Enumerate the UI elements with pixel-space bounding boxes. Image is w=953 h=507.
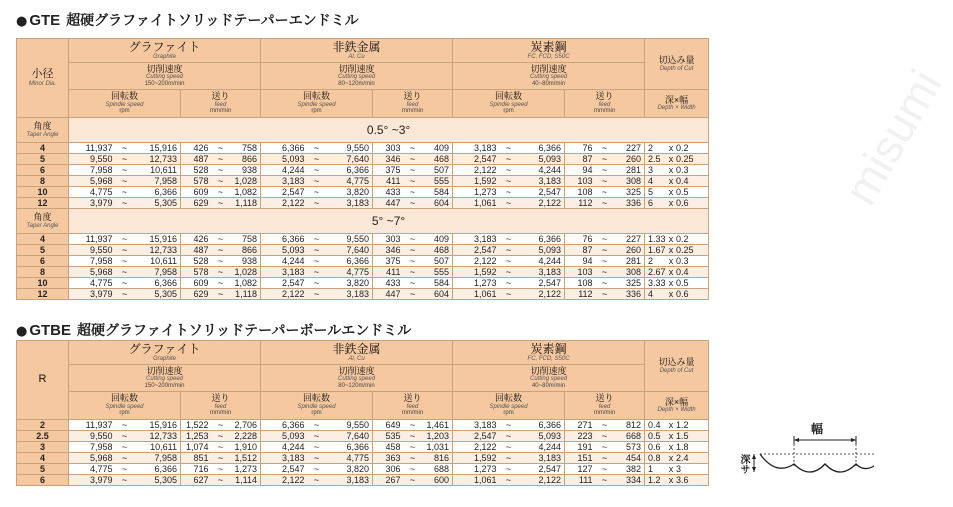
table-row	[17, 278, 709, 289]
feed-range-carbon-steel: 127 ~ 382	[565, 464, 645, 475]
feed-header: 送り feed mm/min	[373, 392, 453, 420]
rpm-range-graphite: 9,550 ~ 12,733	[69, 245, 181, 256]
feed-range-nonferrous: 458 ~ 1,031	[373, 442, 453, 453]
feed-range-graphite: 528 ~ 938	[181, 256, 261, 267]
table-row	[17, 289, 709, 300]
depth-width-value: 4 x 0.6	[645, 289, 709, 300]
rpm-range-nonferrous: 2,122 ~ 3,183	[261, 198, 373, 209]
depth-width-value: 3.33 x 0.5	[645, 278, 709, 289]
material-nonferrous-header: 非鉄金属 Al, Cu	[261, 341, 453, 365]
depth-of-cut-header: 切込み量 Depth of Cut	[645, 341, 709, 392]
rpm-range-carbon-steel: 2,547 ~ 5,093	[453, 431, 565, 442]
table-row	[17, 442, 709, 453]
feed-range-graphite: 627 ~ 1,114	[181, 475, 261, 486]
feed-range-nonferrous: 375 ~ 507	[373, 165, 453, 176]
row-size: 6	[17, 165, 69, 176]
rpm-range-graphite: 5,968 ~ 7,958	[69, 176, 181, 187]
feed-range-carbon-steel: 108 ~ 325	[565, 278, 645, 289]
feed-range-nonferrous: 447 ~ 604	[373, 198, 453, 209]
feed-range-graphite: 851 ~ 1,512	[181, 453, 261, 464]
feed-range-carbon-steel: 103 ~ 308	[565, 267, 645, 278]
unit-header-row	[17, 392, 709, 420]
rpm-range-carbon-steel: 3,183 ~ 6,366	[453, 143, 565, 154]
rpm-range-nonferrous: 6,366 ~ 9,550	[261, 234, 373, 245]
depth-width-value: 3 x 0.3	[645, 165, 709, 176]
feed-range-carbon-steel: 191 ~ 573	[565, 442, 645, 453]
rpm-range-carbon-steel: 2,547 ~ 5,093	[453, 245, 565, 256]
cutting-speed-carbon-steel: 切削速度 Cutting speed 40~80m/min	[453, 63, 645, 90]
rpm-range-graphite: 5,968 ~ 7,958	[69, 267, 181, 278]
feed-range-nonferrous: 433 ~ 584	[373, 278, 453, 289]
row-size: 4	[17, 234, 69, 245]
row-size: 5	[17, 245, 69, 256]
rpm-range-nonferrous: 6,366 ~ 9,550	[261, 420, 373, 431]
feed-range-nonferrous: 411 ~ 555	[373, 176, 453, 187]
rpm-range-graphite: 11,937 ~ 15,916	[69, 234, 181, 245]
feed-header: 送り feed mm/min	[565, 392, 645, 420]
feed-range-carbon-steel: 271 ~ 812	[565, 420, 645, 431]
depth-width-value: 1 x 3	[645, 464, 709, 475]
feed-range-graphite: 1,074 ~ 1,910	[181, 442, 261, 453]
rpm-range-graphite: 7,958 ~ 10,611	[69, 165, 181, 176]
row-size: 2.5	[17, 431, 69, 442]
depth-width-value: 1.67 x 0.25	[645, 245, 709, 256]
rpm-range-nonferrous: 3,183 ~ 4,775	[261, 176, 373, 187]
depth-width-diagram	[736, 414, 876, 494]
row-size: 4	[17, 143, 69, 154]
rpm-range-nonferrous: 5,093 ~ 7,640	[261, 245, 373, 256]
rpm-range-carbon-steel: 2,122 ~ 4,244	[453, 165, 565, 176]
feed-range-graphite: 609 ~ 1,082	[181, 187, 261, 198]
feed-range-carbon-steel: 111 ~ 334	[565, 475, 645, 486]
gte-spec-table	[16, 38, 709, 300]
feed-range-graphite: 578 ~ 1,028	[181, 176, 261, 187]
depth-width-value: 1.33 x 0.2	[645, 234, 709, 245]
feed-range-graphite: 487 ~ 866	[181, 245, 261, 256]
rpm-range-nonferrous: 4,244 ~ 6,366	[261, 256, 373, 267]
rpm-range-carbon-steel: 1,061 ~ 2,122	[453, 289, 565, 300]
taper-angle-header: 角度 Taper Angle	[17, 118, 69, 143]
row-size: 4	[17, 453, 69, 464]
rpm-range-carbon-steel: 1,592 ~ 3,183	[453, 453, 565, 464]
rpm-header: 回転数 Spindle speed rpm	[453, 392, 565, 420]
material-carbon-steel-header: 炭素鋼 FC, FCD, S50C	[453, 341, 645, 365]
rpm-range-nonferrous: 4,244 ~ 6,366	[261, 442, 373, 453]
feed-range-carbon-steel: 151 ~ 454	[565, 453, 645, 464]
table-row	[17, 165, 709, 176]
feed-range-carbon-steel: 103 ~ 308	[565, 176, 645, 187]
feed-range-carbon-steel: 87 ~ 260	[565, 245, 645, 256]
row-size: 6	[17, 256, 69, 267]
table-row	[17, 464, 709, 475]
depth-label: 深サ	[738, 454, 749, 474]
cutting-speed-graphite: 切削速度 Cutting speed 150~200m/min	[69, 365, 261, 392]
feed-range-carbon-steel: 76 ~ 227	[565, 143, 645, 154]
feed-range-nonferrous: 303 ~ 409	[373, 143, 453, 154]
cutting-speed-nonferrous: 切削速度 Cutting speed 80~120m/min	[261, 63, 453, 90]
rpm-range-carbon-steel: 1,592 ~ 3,183	[453, 176, 565, 187]
row-size: 8	[17, 176, 69, 187]
gtbe-spec-table	[16, 340, 709, 486]
rpm-range-nonferrous: 2,547 ~ 3,820	[261, 278, 373, 289]
rpm-range-carbon-steel: 2,122 ~ 4,244	[453, 256, 565, 267]
gte-section-title: ● GTE 超硬グラファイトソリッドテーパーエンドミル	[16, 12, 359, 29]
feed-range-graphite: 1,253 ~ 2,228	[181, 431, 261, 442]
feed-header: 送り feed mm/min	[565, 90, 645, 118]
depth-width-header: 深×幅 Depth × Width	[645, 392, 709, 420]
table-row	[17, 176, 709, 187]
table-row	[17, 256, 709, 267]
feed-range-carbon-steel: 112 ~ 336	[565, 198, 645, 209]
cutting-speed-graphite: 切削速度 Cutting speed 150~200m/min	[69, 63, 261, 90]
rpm-range-nonferrous: 3,183 ~ 4,775	[261, 453, 373, 464]
feed-range-nonferrous: 375 ~ 507	[373, 256, 453, 267]
row-size: 10	[17, 187, 69, 198]
rpm-range-graphite: 11,937 ~ 15,916	[69, 143, 181, 154]
rpm-header: 回転数 Spindle speed rpm	[261, 90, 373, 118]
depth-width-value: 2 x 0.3	[645, 256, 709, 267]
feed-range-nonferrous: 649 ~ 1,461	[373, 420, 453, 431]
depth-width-value: 0.8 x 2.4	[645, 453, 709, 464]
depth-width-value: 0.4 x 1.2	[645, 420, 709, 431]
material-graphite-header: グラファイト Graphite	[69, 39, 261, 63]
feed-range-carbon-steel: 108 ~ 325	[565, 187, 645, 198]
feed-range-graphite: 629 ~ 1,118	[181, 198, 261, 209]
rpm-range-nonferrous: 2,547 ~ 3,820	[261, 187, 373, 198]
feed-range-graphite: 487 ~ 866	[181, 154, 261, 165]
feed-range-nonferrous: 346 ~ 468	[373, 154, 453, 165]
feed-range-nonferrous: 306 ~ 688	[373, 464, 453, 475]
gtbe-product-name: 超硬グラファイトソリッドテーパーボールエンドミル	[77, 323, 412, 339]
feed-range-nonferrous: 303 ~ 409	[373, 234, 453, 245]
table-row	[17, 187, 709, 198]
row-size: 3	[17, 442, 69, 453]
cutting-speed-nonferrous: 切削速度 Cutting speed 80~120m/min	[261, 365, 453, 392]
rpm-header: 回転数 Spindle speed rpm	[453, 90, 565, 118]
feed-range-nonferrous: 346 ~ 468	[373, 245, 453, 256]
feed-header: 送り feed mm/min	[373, 90, 453, 118]
taper-angle-range-1: 0.5° ~3°	[69, 118, 709, 143]
table-row	[17, 143, 709, 154]
depth-width-value: 0.6 x 1.8	[645, 442, 709, 453]
feed-range-graphite: 609 ~ 1,082	[181, 278, 261, 289]
feed-range-graphite: 1,522 ~ 2,706	[181, 420, 261, 431]
table-row	[17, 245, 709, 256]
rpm-range-graphite: 9,550 ~ 12,733	[69, 154, 181, 165]
row-size: 5	[17, 464, 69, 475]
unit-header-row	[17, 90, 709, 118]
depth-width-value: 5 x 0.5	[645, 187, 709, 198]
rpm-range-carbon-steel: 1,592 ~ 3,183	[453, 267, 565, 278]
row-size: 12	[17, 198, 69, 209]
material-graphite-header: グラファイト Graphite	[69, 341, 261, 365]
feed-range-carbon-steel: 94 ~ 281	[565, 256, 645, 267]
feed-header: 送り feed mm/min	[181, 392, 261, 420]
rpm-header: 回転数 Spindle speed rpm	[261, 392, 373, 420]
depth-of-cut-header: 切込み量 Depth of Cut	[645, 39, 709, 90]
rpm-header: 回転数 Spindle speed rpm	[69, 90, 181, 118]
rpm-range-nonferrous: 3,183 ~ 4,775	[261, 267, 373, 278]
depth-width-value: 2 x 0.2	[645, 143, 709, 154]
table-row	[17, 154, 709, 165]
feed-range-graphite: 716 ~ 1,273	[181, 464, 261, 475]
rpm-range-graphite: 7,958 ~ 10,611	[69, 442, 181, 453]
feed-range-graphite: 426 ~ 758	[181, 234, 261, 245]
depth-width-value: 6 x 0.6	[645, 198, 709, 209]
material-nonferrous-header: 非鉄金属 Al, Cu	[261, 39, 453, 63]
rpm-range-nonferrous: 2,122 ~ 3,183	[261, 475, 373, 486]
row-size: 12	[17, 289, 69, 300]
rpm-range-graphite: 3,979 ~ 5,305	[69, 198, 181, 209]
feed-range-graphite: 578 ~ 1,028	[181, 267, 261, 278]
depth-width-value: 4 x 0.4	[645, 176, 709, 187]
table-row	[17, 234, 709, 245]
taper-angle-range-2: 5° ~7°	[69, 209, 709, 234]
rpm-range-graphite: 7,958 ~ 10,611	[69, 256, 181, 267]
rpm-range-carbon-steel: 1,273 ~ 2,547	[453, 187, 565, 198]
rpm-range-nonferrous: 2,122 ~ 3,183	[261, 289, 373, 300]
rpm-range-nonferrous: 5,093 ~ 7,640	[261, 154, 373, 165]
gte-product-code: GTE	[29, 12, 61, 29]
rpm-range-nonferrous: 4,244 ~ 6,366	[261, 165, 373, 176]
feed-range-carbon-steel: 94 ~ 281	[565, 165, 645, 176]
feed-range-nonferrous: 267 ~ 600	[373, 475, 453, 486]
depth-width-value: 1.2 x 3.6	[645, 475, 709, 486]
rpm-header: 回転数 Spindle speed rpm	[69, 392, 181, 420]
r-header: R	[17, 341, 69, 420]
row-size: 2	[17, 420, 69, 431]
gtbe-section-title: ● GTBE 超硬グラファイトソリッドテーパーボールエンドミル	[16, 322, 412, 339]
row-size: 5	[17, 154, 69, 165]
feed-range-graphite: 629 ~ 1,118	[181, 289, 261, 300]
rpm-range-carbon-steel: 3,183 ~ 6,366	[453, 420, 565, 431]
rpm-range-carbon-steel: 1,273 ~ 2,547	[453, 278, 565, 289]
rpm-range-graphite: 9,550 ~ 12,733	[69, 431, 181, 442]
watermark: misumi	[833, 60, 952, 214]
feed-range-graphite: 528 ~ 938	[181, 165, 261, 176]
feed-range-carbon-steel: 87 ~ 260	[565, 154, 645, 165]
feed-range-nonferrous: 411 ~ 555	[373, 267, 453, 278]
cutting-speed-carbon-steel: 切削速度 Cutting speed 40~80m/min	[453, 365, 645, 392]
row-size: 8	[17, 267, 69, 278]
feed-range-nonferrous: 433 ~ 584	[373, 187, 453, 198]
rpm-range-nonferrous: 2,547 ~ 3,820	[261, 464, 373, 475]
table-row	[17, 420, 709, 431]
rpm-range-nonferrous: 5,093 ~ 7,640	[261, 431, 373, 442]
feed-range-carbon-steel: 112 ~ 336	[565, 289, 645, 300]
rpm-range-graphite: 4,775 ~ 6,366	[69, 464, 181, 475]
rpm-range-graphite: 3,979 ~ 5,305	[69, 475, 181, 486]
taper-angle-header: 角度 Taper Angle	[17, 209, 69, 234]
table-row	[17, 475, 709, 486]
depth-width-value: 2.5 x 0.25	[645, 154, 709, 165]
width-label: 幅	[811, 422, 824, 436]
rpm-range-carbon-steel: 2,547 ~ 5,093	[453, 154, 565, 165]
rpm-range-graphite: 4,775 ~ 6,366	[69, 278, 181, 289]
gtbe-product-code: GTBE	[29, 322, 72, 339]
table-row	[17, 198, 709, 209]
rpm-range-carbon-steel: 2,122 ~ 4,244	[453, 442, 565, 453]
depth-width-value: 0.5 x 1.5	[645, 431, 709, 442]
feed-range-carbon-steel: 223 ~ 668	[565, 431, 645, 442]
table-row	[17, 267, 709, 278]
rpm-range-graphite: 5,968 ~ 7,958	[69, 453, 181, 464]
feed-range-graphite: 426 ~ 758	[181, 143, 261, 154]
rpm-range-carbon-steel: 1,061 ~ 2,122	[453, 475, 565, 486]
rpm-range-graphite: 3,979 ~ 5,305	[69, 289, 181, 300]
gte-product-name: 超硬グラファイトソリッドテーパーエンドミル	[66, 13, 359, 29]
rpm-range-carbon-steel: 1,061 ~ 2,122	[453, 198, 565, 209]
row-size: 10	[17, 278, 69, 289]
table-row	[17, 453, 709, 464]
depth-width-header: 深×幅 Depth × Width	[645, 90, 709, 118]
minor-dia-header: 小径 Minor Dia.	[17, 39, 69, 118]
feed-range-nonferrous: 447 ~ 604	[373, 289, 453, 300]
feed-range-nonferrous: 535 ~ 1,203	[373, 431, 453, 442]
cut-profile-drawing	[736, 414, 876, 494]
feed-range-carbon-steel: 76 ~ 227	[565, 234, 645, 245]
table-row	[17, 431, 709, 442]
rpm-range-graphite: 4,775 ~ 6,366	[69, 187, 181, 198]
rpm-range-carbon-steel: 3,183 ~ 6,366	[453, 234, 565, 245]
material-carbon-steel-header: 炭素鋼 FC, FCD, S50C	[453, 39, 645, 63]
rpm-range-graphite: 11,937 ~ 15,916	[69, 420, 181, 431]
rpm-range-nonferrous: 6,366 ~ 9,550	[261, 143, 373, 154]
depth-width-value: 2.67 x 0.4	[645, 267, 709, 278]
row-size: 6	[17, 475, 69, 486]
feed-range-nonferrous: 363 ~ 816	[373, 453, 453, 464]
rpm-range-carbon-steel: 1,273 ~ 2,547	[453, 464, 565, 475]
feed-header: 送り feed mm/min	[181, 90, 261, 118]
